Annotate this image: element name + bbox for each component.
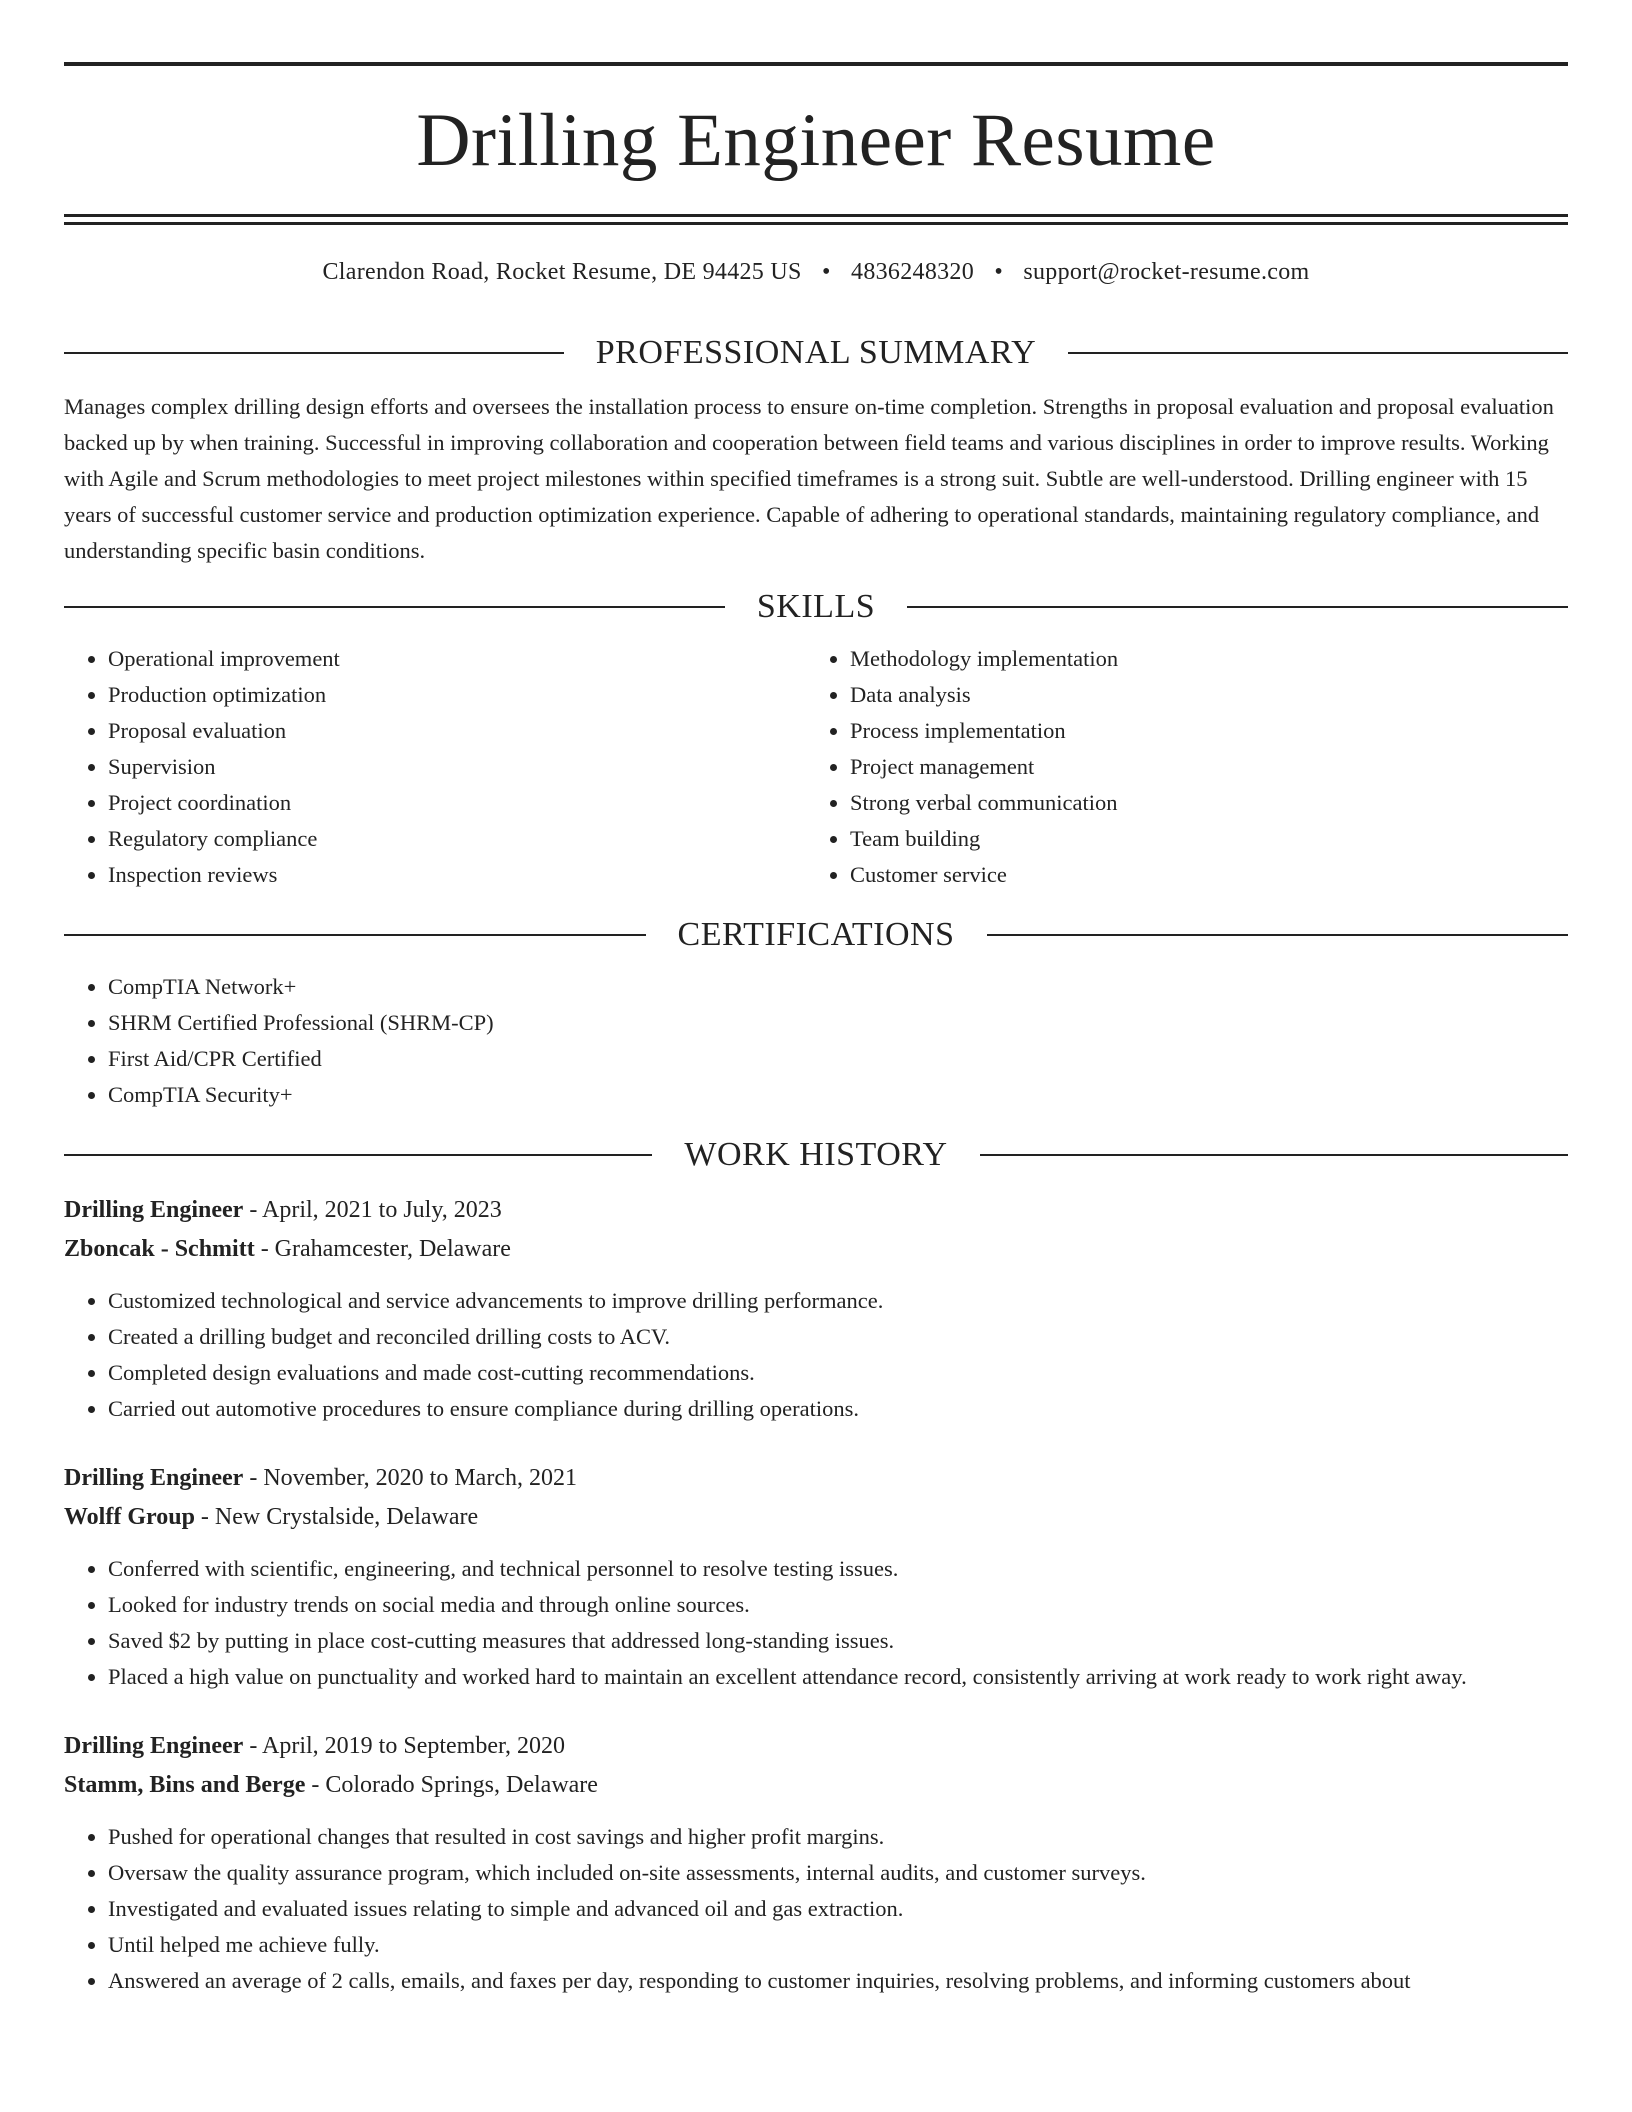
job-title-line [64, 1459, 1568, 1498]
job-duty: • Placed a high value on punctuality and worked hard to maintain an excellent attendance record, consistently arriving at work ready to work right away. [108, 1659, 1568, 1695]
job-entry [64, 1459, 1568, 1695]
job-title: Drilling Engineer [64, 1197, 244, 1223]
skill-item: • Proposal evaluation [108, 713, 806, 749]
skills-column-left [64, 641, 806, 893]
job-location: - New Crystalside, Delaware [194, 1504, 479, 1530]
job-duty: • Customized technological and service advancements to improve drilling performance. [108, 1283, 1568, 1319]
resume-title: Drilling Engineer Resume [416, 99, 1216, 182]
job-company: Zboncak - Schmitt [64, 1236, 255, 1262]
job-title: Drilling Engineer [64, 1465, 244, 1491]
resume-page [64, 0, 1568, 1999]
heading-rule [1068, 352, 1568, 354]
skills-grid [64, 641, 1568, 893]
work-heading-label: WORK HISTORY [684, 1136, 948, 1173]
job-company-line [64, 1230, 1568, 1269]
skill-item: • Operational improvement [108, 641, 806, 677]
job-company: Wolff Group [64, 1504, 195, 1530]
skill-item: • Supervision [108, 749, 806, 785]
skill-item: • Data analysis [850, 677, 1548, 713]
skills-list-left [64, 641, 806, 893]
job-duty: • Carried out automotive procedures to ensure compliance during drilling operations. [108, 1391, 1568, 1427]
heading-rule [64, 606, 725, 608]
job-duty: • Answered an average of 2 calls, emails, and faxes per day, responding to customer inquiries, resolving problems, and informing customers about [108, 1963, 1568, 1999]
job-location: - Colorado Springs, Delaware [305, 1772, 598, 1798]
skill-item: • Regulatory compliance [108, 821, 806, 857]
certifications-list [64, 969, 1568, 1113]
job-duty: • Oversaw the quality assurance program, which included on-site assessments, internal audits, and customer surveys. [108, 1855, 1568, 1891]
certifications-section-heading [64, 915, 1568, 955]
job-duties-list [64, 1551, 1568, 1695]
job-dates: - April, 2021 to July, 2023 [243, 1197, 502, 1223]
job-duty: • Investigated and evaluated issues relating to simple and advanced oil and gas extraction. [108, 1891, 1568, 1927]
skill-item: • Team building [850, 821, 1548, 857]
job-duties-list [64, 1283, 1568, 1427]
certification-item: • First Aid/CPR Certified [108, 1041, 1568, 1077]
certification-item: • CompTIA Security+ [108, 1077, 1568, 1113]
job-location: - Grahamcester, Delaware [254, 1236, 511, 1262]
heading-rule [64, 352, 564, 354]
contact-line [64, 257, 1568, 287]
contact-email[interactable]: support@rocket-resume.com [1023, 259, 1310, 285]
contact-address: Clarendon Road, Rocket Resume, DE 94425 US [322, 259, 802, 285]
summary-section-heading [64, 333, 1568, 373]
skill-item: • Customer service [850, 857, 1548, 893]
job-company-line [64, 1766, 1568, 1805]
job-company: Stamm, Bins and Berge [64, 1772, 306, 1798]
skill-item: • Production optimization [108, 677, 806, 713]
skill-item: • Methodology implementation [850, 641, 1548, 677]
job-duty: • Created a drilling budget and reconciled drilling costs to ACV. [108, 1319, 1568, 1355]
heading-rule [980, 1154, 1568, 1156]
job-duty: • Until helped me achieve fully. [108, 1927, 1568, 1963]
certification-item: • SHRM Certified Professional (SHRM-CP) [108, 1005, 1568, 1041]
skill-item: • Project management [850, 749, 1548, 785]
heading-rule [987, 934, 1569, 936]
title-double-rule [64, 214, 1568, 225]
job-duty: • Completed design evaluations and made cost-cutting recommendations. [108, 1355, 1568, 1391]
heading-rule [907, 606, 1568, 608]
job-dates: - November, 2020 to March, 2021 [243, 1465, 577, 1491]
job-duty: • Conferred with scientific, engineering, and technical personnel to resolve testing issues. [108, 1551, 1568, 1587]
heading-rule [64, 934, 646, 936]
job-entry [64, 1727, 1568, 1999]
summary-heading-label: PROFESSIONAL SUMMARY [595, 334, 1037, 371]
job-duty: • Saved $2 by putting in place cost-cutting measures that addressed long-standing issues. [108, 1623, 1568, 1659]
job-duty: • Pushed for operational changes that resulted in cost savings and higher profit margins. [108, 1819, 1568, 1855]
job-title-line [64, 1191, 1568, 1230]
job-title: Drilling Engineer [64, 1733, 244, 1759]
summary-text: Manages complex drilling design efforts and oversees the installation process to ensure on-time completion. Strengths in proposal evaluation and proposal evaluation backed up by when training. Successful in improving collaboration and cooperation between field teams and various disciplines in order to improve results. Working with Agile and Scrum methodologies to meet project milestones within specified timeframes is a strong suit. Subtle are well-understood. Drilling engineer with 15 years of successful customer service and production optimization experience. Capable of adhering to operational standards, maintaining regulatory compliance, and understanding specific basin conditions. [64, 394, 1554, 563]
job-duty: • Looked for industry trends on social media and through online sources. [108, 1587, 1568, 1623]
job-duties-list [64, 1819, 1568, 1999]
skills-heading-label: SKILLS [756, 588, 876, 625]
job-entry [64, 1191, 1568, 1427]
work-section-heading [64, 1135, 1568, 1175]
skills-list-right [806, 641, 1548, 893]
skill-item: • Strong verbal communication [850, 785, 1548, 821]
top-rule [64, 62, 1568, 66]
skill-item: • Project coordination [108, 785, 806, 821]
job-title-line [64, 1727, 1568, 1766]
skills-section-heading [64, 587, 1568, 627]
certification-item: • CompTIA Network+ [108, 969, 1568, 1005]
heading-rule [64, 1154, 652, 1156]
job-dates: - April, 2019 to September, 2020 [243, 1733, 566, 1759]
skills-column-right [806, 641, 1548, 893]
job-company-line [64, 1498, 1568, 1537]
skill-item: • Inspection reviews [108, 857, 806, 893]
skill-item: • Process implementation [850, 713, 1548, 749]
contact-separator: • [822, 259, 831, 285]
contact-phone[interactable]: 4836248320 [851, 259, 975, 285]
contact-separator: • [994, 259, 1004, 285]
certifications-heading-label: CERTIFICATIONS [677, 916, 955, 953]
